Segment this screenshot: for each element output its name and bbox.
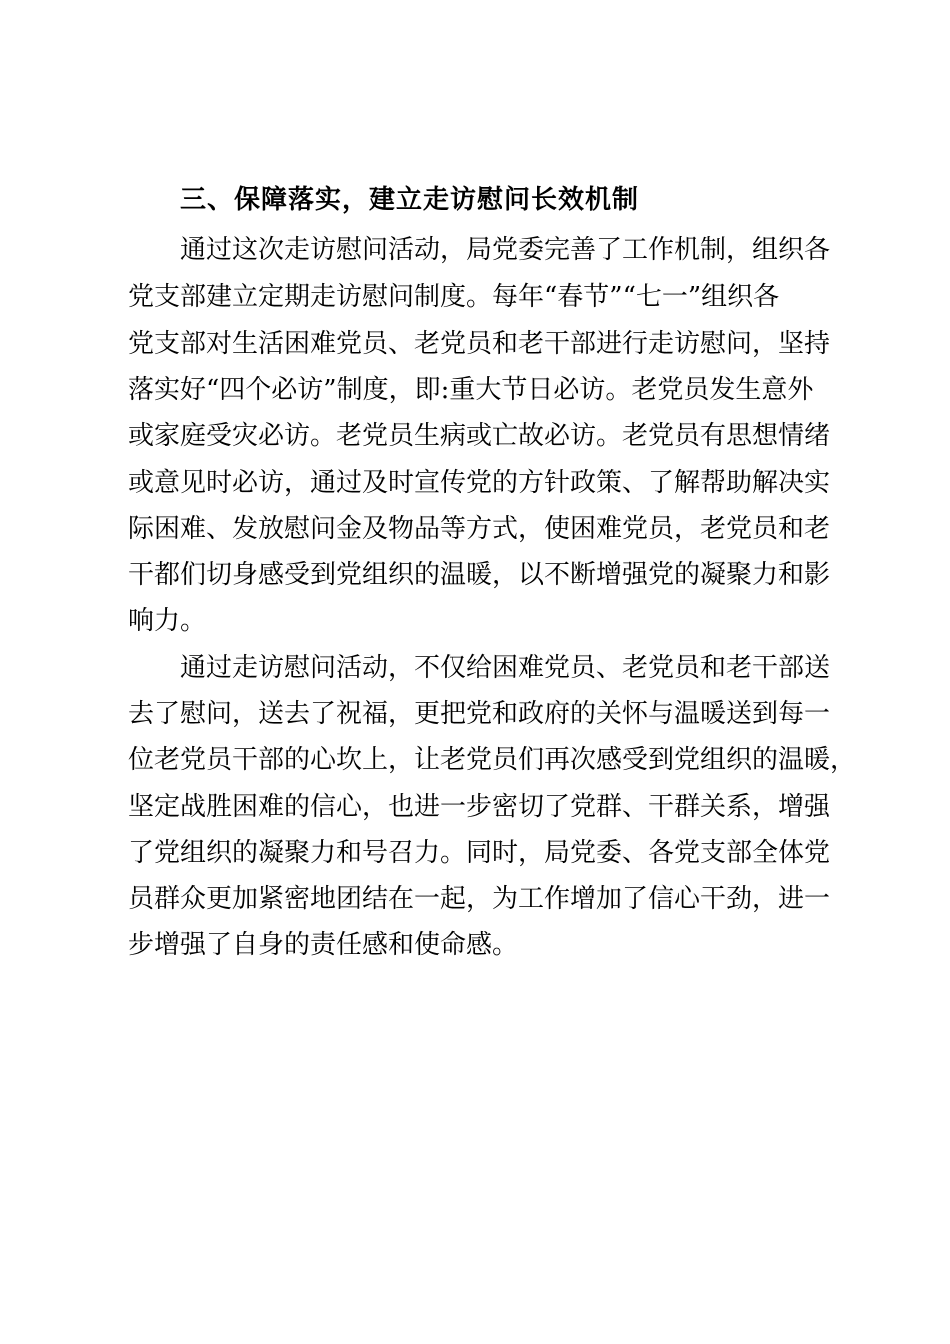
paragraph-1-line-9: 响力。 [128,606,207,636]
paragraph-1-line-8: 干都们切身感受到党组织的温暖，以不断增强党的凝聚力和影 [128,560,831,590]
paragraph-1-line-7: 际困难、发放慰问金及物品等方式，使困难党员，老党员和老 [128,514,831,544]
paragraph-1-line-4: 落实好“四个必访”制度，即:重大节日必访。老党员发生意外 [128,375,814,405]
paragraph-1-line-5: 或家庭受灾必访。老党员生病或亡故必访。老党员有思想情绪 [128,421,831,451]
paragraph-2-line-1: 通过走访慰问活动，不仅给困难党员、老党员和老干部送 [180,653,831,683]
paragraph-2-line-5: 了党组织的凝聚力和号召力。同时，局党委、各党支部全体党 [128,838,831,868]
paragraph-2-line-3: 位老党员干部的心坎上，让老党员们再次感受到党组织的温暖， [128,745,857,775]
section-heading: 三、保障落实，建立走访慰问长效机制 [180,185,640,215]
paragraph-1-line-3: 党支部对生活困难党员、老党员和老干部进行走访慰问，坚持 [128,329,831,359]
paragraph-2-line-4: 坚定战胜困难的信心，也进一步密切了党群、干群关系，增强 [128,792,831,822]
paragraph-2-line-2: 去了慰问，送去了祝福，更把党和政府的关怀与温暖送到每一 [128,699,831,729]
paragraph-2-line-7: 步增强了自身的责任感和使命感。 [128,930,519,960]
paragraph-2-line-6: 员群众更加紧密地团结在一起，为工作增加了信心干劲，进一 [128,884,831,914]
paragraph-1-line-1: 通过这次走访慰问活动，局党委完善了工作机制，组织各 [180,235,831,265]
paragraph-1-line-6: 或意见时必访，通过及时宣传党的方针政策、了解帮助解决实 [128,468,831,498]
paragraph-1-line-2: 党支部建立定期走访慰问制度。每年“春节”“七一”组织各 [128,282,780,312]
